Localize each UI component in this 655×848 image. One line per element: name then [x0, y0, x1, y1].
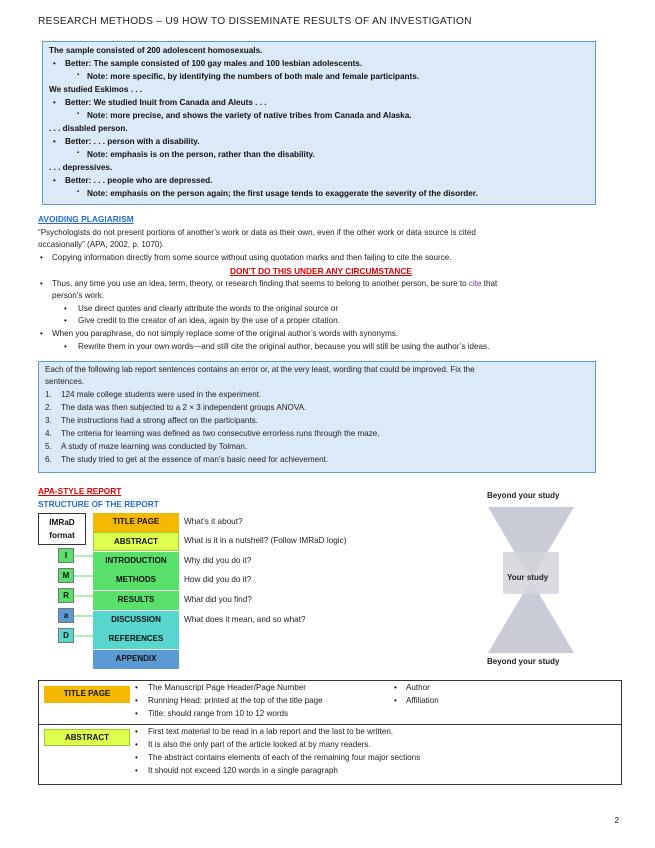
exercise-item: The study tried to get at the essence of man’s basic need for achievement. — [61, 455, 329, 464]
title-page-item: Affiliation — [406, 696, 439, 705]
abstract-item: It is also the only part of the article looked at by many readers. — [148, 740, 371, 749]
page-number: 2 — [614, 816, 619, 825]
page-header: RESEARCH METHODS – U9 HOW TO DISSEMINATE RESULTS OF AN INVESTIGATION — [38, 16, 472, 27]
bullet-icon: • — [53, 137, 56, 146]
table-abstract-label: ABSTRACT — [44, 729, 130, 746]
bullet-icon: • — [135, 696, 138, 705]
plagiarism-quote: “Psychologists do not present portions of another’s work or data as their own, even if the other work or data source is cited — [38, 228, 476, 237]
bias-line: Note: emphasis is on the person, rather than the disability. — [87, 150, 315, 159]
exercise-number: 1. — [45, 390, 52, 399]
cite-keyword: cite — [468, 279, 482, 288]
bias-line: Note: emphasis on the person again; the first usage tends to exaggerate the severity of the disorder. — [87, 189, 478, 198]
bullet-icon: • — [135, 727, 138, 736]
section-question: How did you do it? — [184, 575, 252, 584]
title-page-item: Author — [406, 683, 430, 692]
section-methods: METHODS — [93, 571, 179, 590]
abstract-item: The abstract contains elements of each of the remaining four major sections — [148, 753, 421, 762]
section-question: What’s it about? — [184, 517, 243, 526]
bias-language-box — [42, 41, 596, 205]
bullet-icon: • — [40, 279, 43, 288]
bias-line: . . . depressives. — [49, 163, 113, 172]
bullet-icon: • — [394, 696, 397, 705]
section-question: What does it mean, and so what? — [184, 615, 306, 624]
bullet-icon: • — [135, 753, 138, 762]
section-abstract: ABSTRACT — [93, 532, 179, 551]
imrad-letter: M — [58, 568, 74, 583]
title-page-item: Running Head: printed at the top of the title page — [148, 696, 323, 705]
bullet-icon: • — [64, 342, 67, 351]
diagram-middle-label: Your study — [507, 573, 549, 582]
bullet-icon: • — [53, 176, 56, 185]
bias-line: Better: We studied Inuit from Canada and Aleuts . . . — [65, 98, 267, 107]
exercise-item: The data was then subjected to a 2 × 3 independent groups ANOVA. — [61, 403, 307, 412]
section-references: REFERENCES — [93, 630, 179, 649]
plagiarism-bullet: Copying information directly from some source without using quotation marks and then failing to cite the source. — [52, 253, 452, 262]
bullet-icon: • — [64, 304, 67, 313]
exercise-item: The instructions had a strong affect on the participants. — [61, 416, 258, 425]
plagiarism-quote: occasionally” (APA, 2002, p. 1070). — [38, 240, 165, 249]
exercise-number: 3. — [45, 416, 52, 425]
diagram-bottom-label: Beyond your study — [487, 657, 560, 666]
bullet-icon: • — [135, 740, 138, 749]
bullet-icon: ▪ — [77, 189, 80, 195]
title-page-item: The Manuscript Page Header/Page Number — [148, 683, 306, 692]
exercise-intro: sentences. — [45, 377, 85, 386]
imrad-letter: a — [58, 608, 74, 623]
bullet-icon: • — [394, 683, 397, 692]
bullet-icon: ▪ — [77, 111, 80, 117]
bullet-icon: • — [135, 709, 138, 718]
bullet-icon: • — [40, 253, 43, 262]
plagiarism-bullet-cont: person’s work. — [52, 291, 105, 300]
bullet-icon: • — [53, 59, 56, 68]
exercise-number: 5. — [45, 442, 52, 451]
table-title-page-label: TITLE PAGE — [44, 686, 130, 703]
bullet-icon: • — [135, 766, 138, 775]
plagiarism-bullet: When you paraphrase, do not simply replace some of the original author’s words with synonyms. — [52, 329, 399, 338]
imrad-letter: D — [58, 628, 74, 643]
exercise-number: 6. — [45, 455, 52, 464]
exercise-number: 4. — [45, 429, 52, 438]
exercise-item: The criteria for learning was defined as two consecutive errorless runs through the maze. — [61, 429, 380, 438]
exercise-number: 2. — [45, 403, 52, 412]
abstract-item: It should not exceed 120 words in a single paragraph — [148, 766, 338, 775]
section-question: What is it in a nutshell? (Follow IMRaD logic) — [184, 536, 347, 545]
plagiarism-bullet — [52, 279, 497, 288]
imrad-letter: I — [58, 548, 74, 563]
imrad-letter: R — [58, 588, 74, 603]
warning-text: DON’T DO THIS UNDER ANY CIRCUMSTANCE — [230, 266, 412, 276]
imrad-label: IMRaD format — [38, 513, 86, 545]
section-results: RESULTS — [93, 591, 179, 610]
bias-line: Note: more specific, by identifying the numbers of both male and female participants. — [87, 72, 420, 81]
bullet-icon: • — [53, 98, 56, 107]
structure-heading: STRUCTURE OF THE REPORT — [38, 499, 159, 509]
section-appendix: APPENDIX — [93, 650, 179, 669]
bias-line: Better: . . . people who are depressed. — [65, 176, 213, 185]
bias-line: We studied Eskimos . . . — [49, 85, 143, 94]
section-introduction: INTRODUCTION — [93, 552, 179, 571]
exercise-item: 124 male college students were used in the experiment. — [61, 390, 262, 399]
section-question: What did you find? — [184, 595, 252, 604]
exercise-box — [38, 361, 596, 473]
bias-line: . . . disabled person. — [49, 124, 128, 133]
section-discussion: DISCUSSION — [93, 611, 179, 630]
bullet-icon: • — [64, 316, 67, 325]
bullet-icon: • — [40, 329, 43, 338]
exercise-intro: Each of the following lab report sentences contains an error or, at the very least, wording that could be improved. Fix the — [45, 365, 475, 374]
bullet-icon: ▪ — [77, 72, 80, 78]
plagiarism-bullet-end: that — [483, 279, 498, 288]
bias-line: The sample consisted of 200 adolescent homosexuals. — [49, 46, 263, 55]
abstract-item: First text material to be read in a lab report and the last to be written. — [148, 727, 394, 736]
bullet-icon: ▪ — [77, 150, 80, 156]
plagiarism-subbullet: Use direct quotes and clearly attribute the words to the original source or — [78, 304, 339, 313]
diagram-top-label: Beyond your study — [487, 491, 560, 500]
bullet-icon: • — [135, 683, 138, 692]
section-question: Why did you do it? — [184, 556, 252, 565]
table-row-divider — [38, 724, 622, 725]
bias-line: Note: more precise, and shows the variety of native tribes from Canada and Alaska. — [87, 111, 412, 120]
title-page-item: Title: should range from 10 to 12 words — [148, 709, 289, 718]
plagiarism-subbullet: Rewrite them in your own words—and still cite the original author, because you will still be using the author’s ideas. — [78, 342, 490, 351]
bias-line: Better: . . . person with a disability. — [65, 137, 200, 146]
apa-heading: APA-STYLE REPORT — [38, 486, 122, 496]
plagiarism-heading: AVOIDING PLAGIARISM — [38, 214, 134, 224]
section-title-page: TITLE PAGE — [93, 513, 179, 532]
plagiarism-subbullet: Give credit to the creator of an idea, again by the use of a proper citation. — [78, 316, 340, 325]
plagiarism-bullet-text: Thus, any time you use an idea, term, theory, or research finding that seems to belong to another person, be sure to — [52, 279, 467, 288]
exercise-item: A study of maze learning was conducted by Tolman. — [61, 442, 248, 451]
bias-line: Better: The sample consisted of 100 gay males and 100 lesbian adolescents. — [65, 59, 363, 68]
